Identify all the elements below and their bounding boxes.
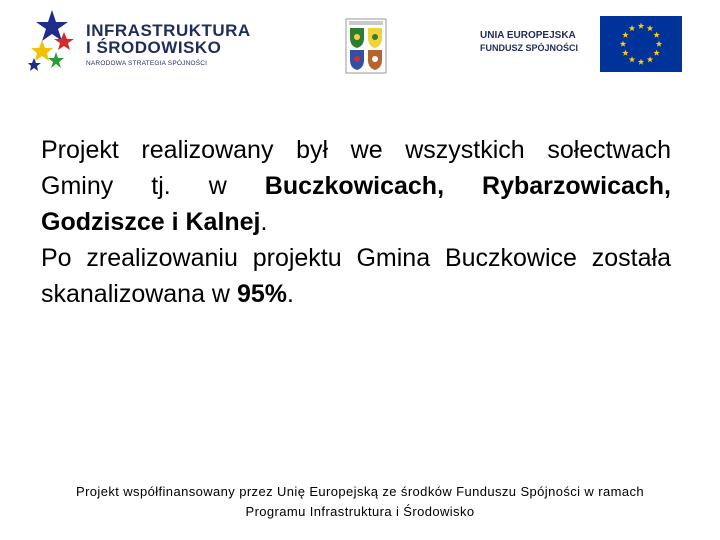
paragraph-project-scope: [41, 132, 671, 240]
infrastructure-environment-logo: [28, 8, 251, 76]
paragraph-result: [41, 240, 671, 312]
eu-cohesion-fund-logo: [480, 16, 682, 72]
village-names: Buczkowicach, Rybarzowicach, Godziszce i Kalnej: [41, 172, 671, 236]
star-burst-logo-icon: [28, 8, 78, 72]
eu-flag-icon: [600, 16, 682, 72]
eu-logo-line1: UNIA EUROPEJSKA: [480, 30, 576, 41]
footer-line1: Projekt współfinansowany przez Unię Europejską ze środków Funduszu Spójności w ramach: [76, 484, 644, 499]
logo-subtitle: NARODOWA STRATEGIA SPÓJNOŚCI: [86, 60, 208, 67]
cofinancing-footer: [0, 482, 720, 522]
municipal-crests-icon: [345, 18, 387, 74]
logo-title-line2: I ŚRODOWISKO: [86, 38, 222, 57]
paragraph1-end: .: [260, 208, 268, 236]
footer-line2: Programu Infrastruktura i Środowisko: [245, 504, 475, 519]
eu-logo-line2: FUNDUSZ SPÓJNOŚCI: [480, 43, 579, 53]
paragraph2-text: Po zrealizowaniu projektu Gmina Buczkowice została skanalizowana w: [41, 244, 671, 308]
paragraph2-end: .: [286, 280, 294, 308]
sewerage-percentage: 95%: [236, 280, 287, 308]
paragraph1-text: Projekt realizowany był we wszystkich sołectwach Gminy tj. w: [41, 136, 671, 200]
main-content: [41, 132, 671, 312]
logo-title-line1: INFRASTRUKTURA: [86, 21, 251, 40]
